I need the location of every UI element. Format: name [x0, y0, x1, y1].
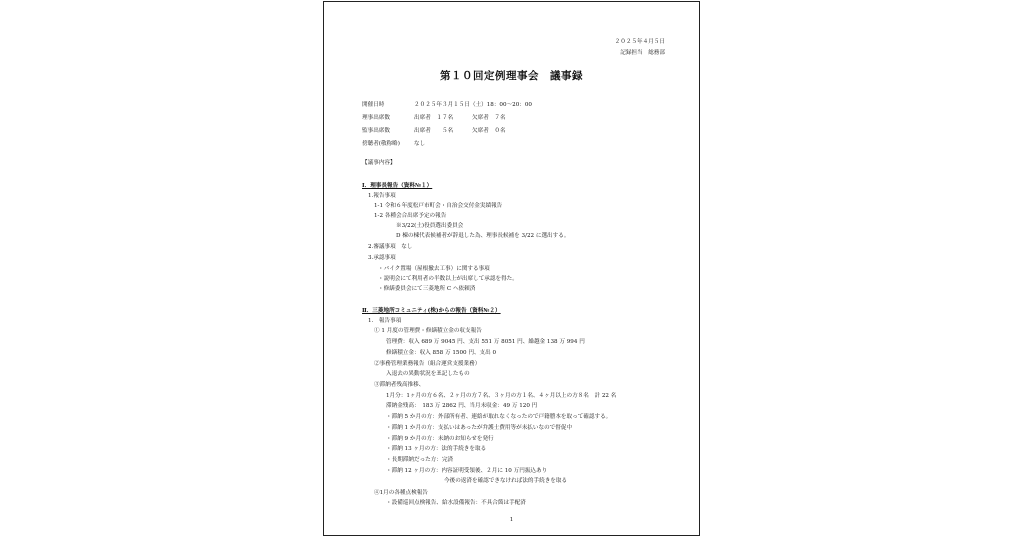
- section1-line: 1.報告事項: [368, 193, 396, 199]
- meta-directors-absent: 欠席者 ７名: [472, 115, 506, 121]
- section1-line: 2.審議事項 なし: [368, 244, 413, 250]
- section1-line: ・バイク置場（屋根撤去工事）に関する事項: [378, 266, 490, 272]
- meta-date-row: [362, 101, 532, 110]
- section1-line: 1-1 令和６年度松戸市町会・自治会交付金実績報告: [374, 203, 503, 209]
- document-title: 第１０回定例理事会 議事録: [440, 70, 583, 82]
- meta-date-value: ２０２５年３月１５日（土）18：00～20：00: [414, 102, 532, 108]
- section2-line: ① 1 月度の管理費・修繕積立金の収支報告: [374, 328, 482, 334]
- section1-line: 3.承認事項: [368, 255, 396, 261]
- section1-line: 1-2 各種会合出席予定の報告: [374, 213, 447, 219]
- recorder-label: 記録担当 総務部: [620, 50, 665, 56]
- meta-auditors-absent: 欠席者 ０名: [472, 128, 506, 134]
- meta-date-label: 開催日時: [362, 102, 385, 108]
- section2-line: 今後の返済を確認できなければ法的手続きを取る: [444, 478, 568, 484]
- meta-auditors-present: 出席者 ５名: [414, 128, 454, 134]
- section1-line: ・説明会にて利用者の半数以上が出席して承認を得た。: [378, 276, 518, 282]
- section2-line: ・滞納 1 か月の方：支払いはあったが弁護士費用等が未払いなので督促中: [386, 425, 573, 431]
- section2-line: ・滞納 13 ヶ月の方：法的手続きを取る: [386, 446, 487, 452]
- meta-directors-label: 理事出席数: [362, 115, 390, 121]
- document-page: [323, 1, 700, 536]
- section1-line: ・修繕委員会にて三菱地所 C へ依頼済: [378, 286, 476, 292]
- page-number: 1: [509, 517, 514, 523]
- meta-observers-row: [362, 140, 425, 149]
- section2-line: ・長期滞納だった方：完済: [386, 457, 454, 463]
- section2-line: 入退去の異動状況を표記したもの: [386, 371, 470, 377]
- section2-heading: Ⅱ．三菱地所コミュニティ(株)からの報告（資料№２）: [362, 308, 501, 314]
- meta-directors-present: 出席者 １７名: [414, 115, 454, 121]
- section2-line: 1. 報告事項: [368, 318, 402, 324]
- section2-line: 滞納金残高： 183 万 2862 円、当月未収金：49 万 120 円: [386, 403, 538, 409]
- section2-line: ・滞納 12 ヶ月の方：内容証明受領後、２月に 10 万円振込あり: [386, 468, 548, 474]
- meta-observers-value: なし: [414, 141, 426, 147]
- section1-line: ※3/22(土)役員選出委員会: [396, 223, 464, 229]
- section2-line: ・滞納 9 か月の方：未納のお知らせを発行: [386, 436, 494, 442]
- section2-line: 管理費：収入 689 万 9045 円、支出 551 万 8051 円、繰越金 138 万 994 円: [386, 339, 585, 345]
- meta-auditors-row: [362, 127, 506, 136]
- section2-line: 1月分：1ヶ月の方６名、２ヶ月の方７名、３ヶ月の方１名、４ヶ月以上の方８名 計 22 名: [386, 393, 617, 399]
- document-date: ２０２５年４月５日: [614, 39, 665, 45]
- section1-heading: Ⅰ．理事長報告（資料№１）: [362, 183, 433, 189]
- section2-line: ・滞納 5 か月の方：外部所有者、連絡が取れなくなったので戸籍謄本を取って確認する。: [386, 414, 612, 420]
- section1-line: D 棟の棟代表候補者が辞退した為、理事長候補を 3/22 に選出する。: [396, 233, 570, 239]
- meta-observers-label: 傍聴者(敬称略): [362, 141, 400, 147]
- agenda-heading: 【議事内容】: [362, 160, 396, 166]
- section2-line: 修繕積立金：収入 858 万 1500 円、支出 0: [386, 350, 497, 356]
- meta-directors-row: [362, 114, 506, 123]
- section2-line: ④1月の各種点検報告: [374, 490, 428, 496]
- section2-line: ・設備巡回点検報告、給水設備報告：不具合箇は手配済: [386, 500, 526, 506]
- meta-auditors-label: 監事出席数: [362, 128, 390, 134]
- section2-line: ③滞納者残高推移、: [374, 382, 425, 388]
- section2-line: ②事務管理業務報告（組合運営支援業務）: [374, 361, 481, 367]
